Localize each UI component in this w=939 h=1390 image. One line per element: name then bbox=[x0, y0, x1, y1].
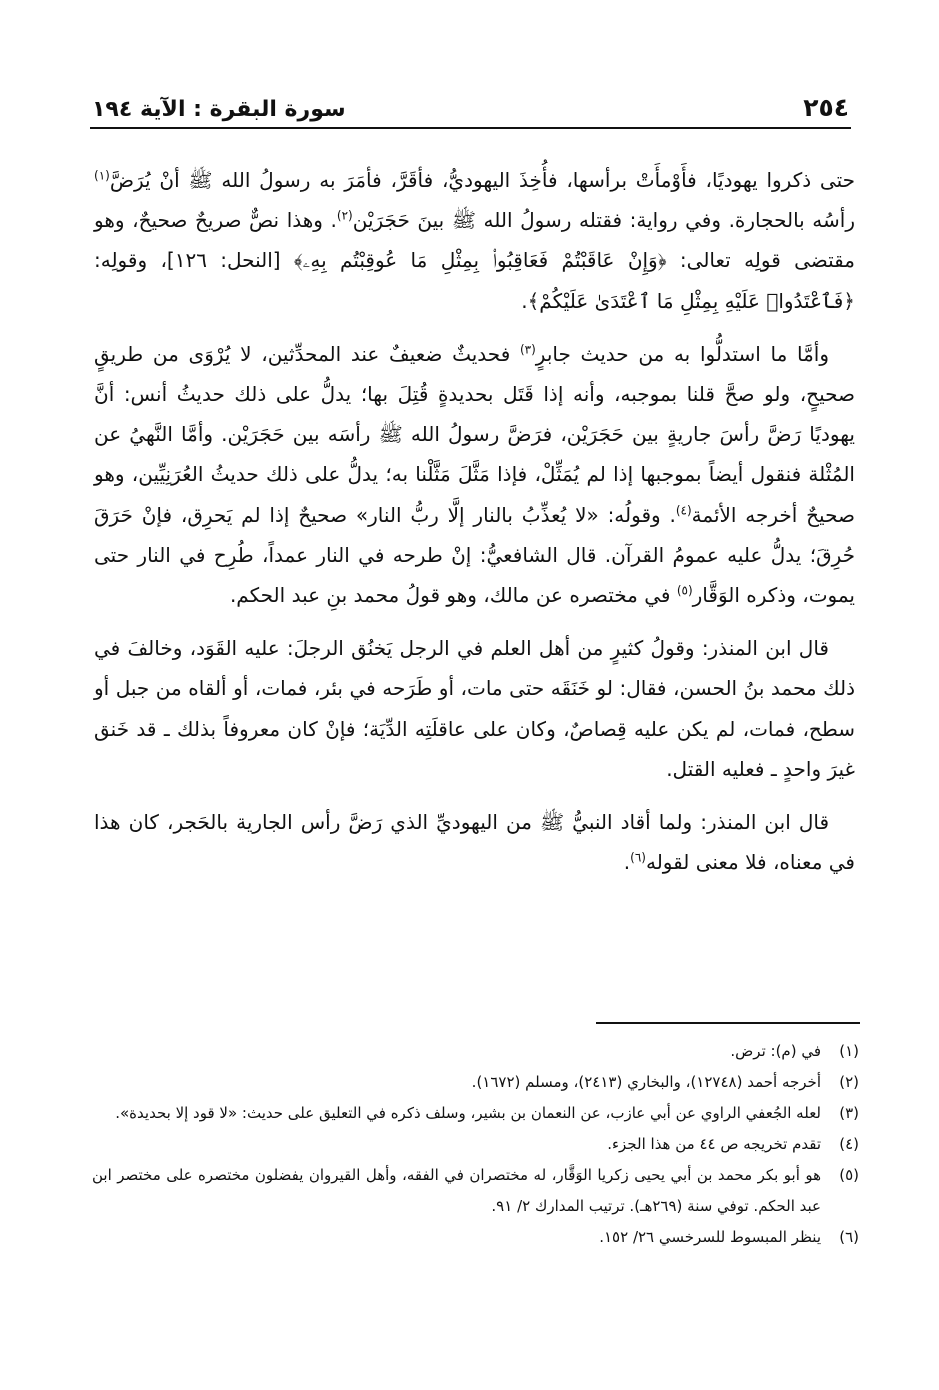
footnote-number: (٤) bbox=[839, 1135, 859, 1153]
footnote-ref: (٤) bbox=[675, 502, 692, 517]
footnote-text: في (م): ترض. bbox=[730, 1042, 821, 1060]
page-header bbox=[92, 86, 849, 122]
footnote-number: (١) bbox=[839, 1042, 859, 1060]
footnote-text: تقدم تخريجه ص ٤٤ من هذا الجزء. bbox=[607, 1135, 821, 1153]
footnote-number: (٣) bbox=[839, 1104, 859, 1122]
footnote bbox=[92, 1222, 859, 1253]
text-run: رأسُه بالحجارة. وفي رواية: فقتله رسولُ الله ﷺ بينَ حَجَرَيْن bbox=[352, 208, 856, 233]
footnote bbox=[92, 1098, 859, 1129]
footnote bbox=[92, 1129, 859, 1160]
footnote-text: لعله الجُعفي الراوي عن أبي عازب، عن النعمان بن بشير، وسلف ذكره في التعليق على حديث: «لا قود إلا بحديدة». bbox=[115, 1104, 821, 1122]
text-run: فحديثٌ ضعيفٌ عند المحدِّثين، لا يُرْوَى من طريقٍ صحيحٍ، ولو صحَّ قلنا بموجبه، وأنه إذا قَتَل بحديدةٍ قُتِلَ بها؛ يدلُّ على ذلك حديثُ أنس: أنَّ يهوديًا رَضَّ رأسَ جاريةٍ بين حَجَرَيْن، فرَضَّ رسولُ الله ﷺ رأسَه بين حَجَرَيْن. وأمَّا النَّهيُ عن المُثْلة فنقول أيضاً بموجبها إذا لم يُمَثِّلْ، فإذا مَثَّلَ مَثَّلْنا به؛ يدلُّ على ذلك حديثُ العُرَنِيِّين، وهو صحيحٌ أخرجه الأئمة bbox=[94, 341, 855, 527]
footnote bbox=[92, 1036, 859, 1067]
paragraph bbox=[94, 160, 855, 321]
footnote bbox=[92, 1067, 859, 1098]
footnote-ref: (٥) bbox=[676, 583, 693, 598]
footnote-number: (٥) bbox=[839, 1166, 859, 1184]
text-run: قال ابن المنذر: ولما أقاد النبيُّ ﷺ من اليهوديِّ الذي رَضَّ رأس الجارية بالحَجر، كان هذا في معناه، فلا معنى لقوله bbox=[94, 810, 855, 875]
running-title: سورة البقرة : الآية ١٩٤ bbox=[92, 97, 346, 122]
text-run: . وهذا نصٌّ صريحٌ صحيحٌ، وهو مقتضى قولِه تعالى: ﴿وَإِنْ عَاقَبْتُمْ فَعَاقِبُوا۟ بِمِثْلِ مَا عُوقِبْتُم بِهِۦ﴾ [النحل: ١٢٦]، وقولِه: ﴿فَٱعْتَدُوا۟ عَلَيْهِ بِمِثْلِ مَا ٱعْتَدَىٰ عَلَيْكُمْ﴾. bbox=[94, 208, 855, 313]
text-run: وأمَّا ما استدلُّوا به من حديث جابرٍ bbox=[535, 341, 830, 366]
footnote-text: أخرجه أحمد (١٢٧٤٨)، والبخاري (٢٤١٣)، ومسلم (١٦٧٢). bbox=[471, 1073, 821, 1091]
footnote bbox=[92, 1160, 859, 1222]
text-run: . وقولُه: «لا يُعذِّبُ بالنار إلَّا ربُّ النار» صحيحٌ إذا لم يَحرِق، فإنْ حَرَقَ حُرِقَ؛ يدلُّ عليه عمومُ القرآن. قال الشافعيُّ: إنْ طرحه في النار عمداً، طُرِح في النار حتى يموت، وذكره الوَقَّار bbox=[94, 502, 855, 608]
footnote-ref: (١) bbox=[94, 168, 110, 183]
text-run: قال ابن المنذر: وقولُ كثيرٍ من أهل العلم في الرجل يَخنُق الرجلَ: عليه القَوَد، وخالفَ في ذلك محمد بنُ الحسن، فقال: لو خَنَقَه حتى مات، أو طَرَحه في بئر، فمات، أو ألقاه من جبل أو سطح، فمات، لم يكن عليه قِصاصٌ، وكان على عاقلَتِه الدِّيَة؛ فإنْ كان معروفاً بذلك ـ قد خَنق غيرَ واحدٍ ـ فعليه القتل. bbox=[94, 636, 855, 781]
header-rule bbox=[90, 127, 851, 129]
footnote-ref: (٦) bbox=[630, 850, 646, 865]
footnote-number: (٢) bbox=[839, 1073, 859, 1091]
footnote-ref: (٣) bbox=[519, 342, 536, 357]
text-run: . bbox=[623, 850, 631, 875]
footnote-separator bbox=[596, 1022, 860, 1024]
paragraph bbox=[94, 334, 855, 615]
footnote-text: هو أبو بكر محمد بن أبي يحيى زكريا الوَقَّار، له مختصران في الفقه، وأهل القيروان يفضلون مختصره على مختصر ابن عبد الحكم. توفي سنة (٢٦٩هـ). ترتيب المدارك ٢/ ٩١. bbox=[92, 1166, 821, 1215]
body-text bbox=[94, 160, 855, 895]
page-number: ٢٥٤ bbox=[803, 93, 849, 122]
footnote-text: ينظر المبسوط للسرخسي ٢٦/ ١٥٢. bbox=[599, 1228, 821, 1246]
paragraph bbox=[94, 802, 855, 882]
paragraph bbox=[94, 628, 855, 789]
footnote-number: (٦) bbox=[839, 1228, 859, 1246]
text-run: في مختصره عن مالك، وهو قولُ محمد بنِ عبد الحكم. bbox=[229, 583, 677, 608]
footnotes bbox=[92, 1036, 859, 1253]
text-run: حتى ذكروا يهوديًا، فأَوْمأَتْ برأسها، فأُخِذَ اليهوديُّ، فأقَرَّ، فأمَرَ به رسولُ الله ﷺ أنْ يُرَضَّ bbox=[109, 168, 855, 192]
footnote-ref: (٢) bbox=[336, 208, 353, 223]
